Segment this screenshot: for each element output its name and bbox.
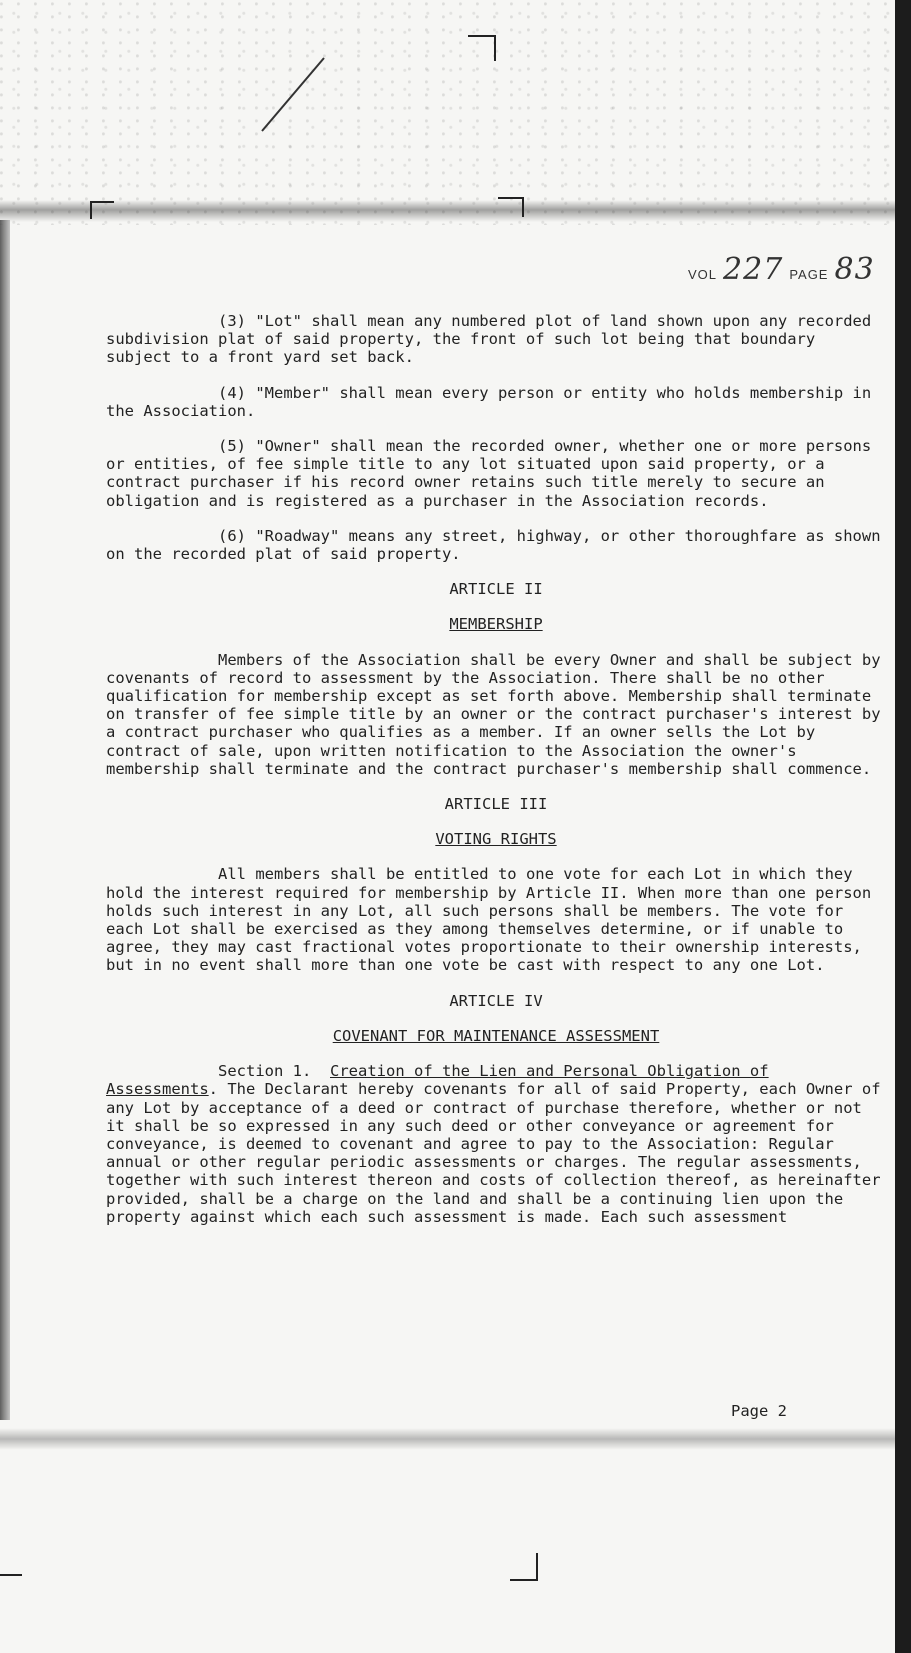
stamp-page-number: 83 — [834, 252, 875, 287]
volume-page-stamp — [688, 252, 875, 287]
stamp-vol-label: VOL — [688, 267, 718, 282]
article-3-heading-text: VOTING RIGHTS — [435, 830, 557, 849]
article-3-body: All members shall be entitled to one vote for each Lot in which they hold the interest required for membership by Article II. When more than one person holds such interest in any Lot, all such persons shall be members. The vote for each Lot shall be exercised as they among themselves determine, or if unable to agree, they may cast fractional votes proportionate to their ownership interests, but in no event shall more than one vote be cast with respect to any one Lot. — [106, 865, 872, 975]
page-number: Page 2 — [731, 1402, 787, 1420]
corner-mark-bottom-left — [0, 1574, 22, 1576]
section-1-label: Section 1. — [218, 1062, 312, 1081]
corner-mark-top-right — [468, 35, 496, 61]
scan-fold-line-top — [0, 200, 895, 222]
definition-roadway: (6) "Roadway" means any street, highway, or other thoroughfare as shown on the recorded plat of said property. — [106, 526, 881, 564]
definition-lot: (3) "Lot" shall mean any numbered plot of land shown upon any recorded subdivision plat of said property, the front of such lot being that boundary subject to a front yard set back. — [106, 312, 872, 367]
document-body — [106, 312, 886, 1243]
scan-fold-line-bottom — [0, 1428, 895, 1450]
section-1-title: Creation of the Lien and Personal Obligation of Assessments — [106, 1062, 769, 1099]
corner-mark-bottom — [510, 1553, 538, 1581]
article-4-heading-text: COVENANT FOR MAINTENANCE ASSESSMENT — [332, 1026, 660, 1045]
article-2-heading — [106, 615, 886, 633]
article-2-title: ARTICLE II — [449, 580, 543, 599]
article-4-section-1 — [106, 1062, 886, 1226]
article-3-title: ARTICLE III — [444, 795, 548, 814]
corner-mark-left — [90, 201, 114, 219]
stamp-vol-number: 227 — [723, 252, 784, 287]
article-3-heading — [106, 830, 886, 848]
definition-owner: (5) "Owner" shall mean the recorded owner, whether one or more persons or entities, of fee simple title to any lot situated upon said property, or a contract purchaser if his record owner retains such title merely to secure an obligation and is registered as a purchaser in the Association records. — [106, 437, 872, 510]
scan-right-edge — [895, 0, 911, 1653]
scan-noise-top — [0, 0, 895, 225]
scan-left-edge — [0, 220, 10, 1420]
article-2-body: Members of the Association shall be every Owner and shall be subject by covenants of record to assessment by the Association. There shall be no other qualification for membership except as set forth above. Membership shall terminate on transfer of fee simple title by an owner or the contract purchaser's interest by a contract purchaser who qualifies as a member. If an owner sells the Lot by contract of sale, upon written notification to the Association the owner's membership shall terminate and the contract purchaser's membership shall commence. — [106, 650, 881, 778]
stamp-page-label: PAGE — [789, 267, 829, 282]
article-4-heading — [106, 1027, 886, 1045]
section-1-body: . The Declarant hereby covenants for all of said Property, each Owner of any Lot by acceptance of a deed or contract of purchase therefore, whether or not it shall be so expressed in any such deed or other conveyance or agreement for conveyance, is deemed to covenant and agree to pay to the Association: Regular annual or other regular periodic assessments or charges. The regular assessments, together with such interest thereon and costs of collection thereof, as hereinafter provided, shall be a charge on the land and shall be a continuing lien upon the property against which each such assessment is made. Each such assessment — [106, 1080, 881, 1226]
definition-member: (4) "Member" shall mean every person or entity who holds membership in the Association. — [106, 383, 872, 420]
corner-mark-middle — [498, 197, 524, 217]
article-4-title: ARTICLE IV — [449, 991, 543, 1010]
article-2-heading-text: MEMBERSHIP — [449, 615, 543, 634]
pen-stroke — [258, 55, 328, 135]
